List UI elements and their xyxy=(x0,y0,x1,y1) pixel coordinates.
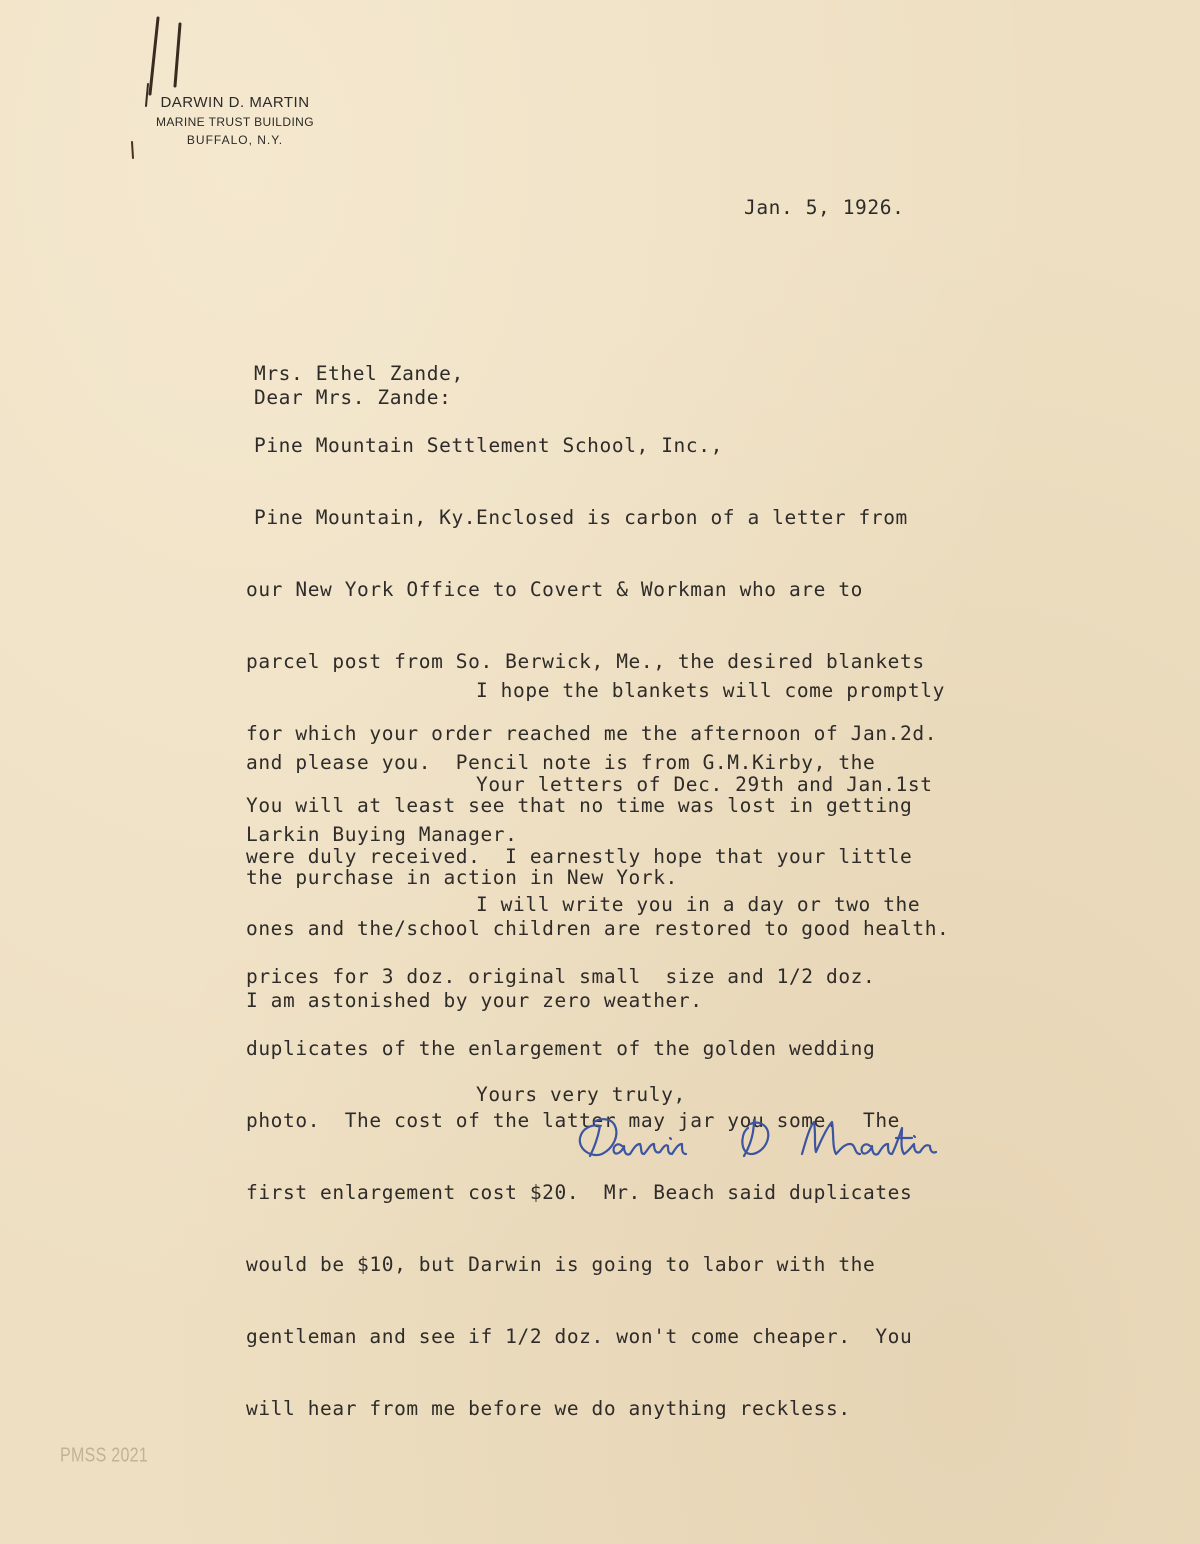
address-line: Mrs. Ethel Zande, xyxy=(254,362,464,385)
paragraph-line: Enclosed is carbon of a letter from xyxy=(476,506,908,529)
paragraph-line: our New York Office to Covert & Workman who are to xyxy=(246,578,863,601)
paragraph-line: Larkin Buying Manager. xyxy=(246,823,518,846)
paragraph-line: I hope the blankets will come promptly xyxy=(476,679,945,702)
paragraph-line: the purchase in action in New York. xyxy=(246,866,678,889)
paragraph-line: Your letters of Dec. 29th and Jan.1st xyxy=(476,773,933,796)
paragraph-line: and please you. Pencil note is from G.M.Kirby, the xyxy=(246,751,876,774)
address-line: Pine Mountain Settlement School, Inc., xyxy=(254,434,723,457)
letter-date: Jan. 5, 1926. xyxy=(744,196,905,219)
letterhead xyxy=(130,94,340,147)
paragraph-line: I am astonished by your zero weather. xyxy=(246,989,703,1012)
paragraph-line: will hear from me before we do anything reckless. xyxy=(246,1397,851,1420)
salutation: Dear Mrs. Zande: xyxy=(254,386,452,409)
archive-watermark: PMSS 2021 xyxy=(60,1445,149,1467)
paragraph-line: photo. The cost of the latter may jar you some. The xyxy=(246,1109,901,1132)
paragraph-line: gentleman and see if 1/2 doz. won't come cheaper. You xyxy=(246,1325,913,1348)
paragraph-line: duplicates of the enlargement of the golden wedding xyxy=(246,1037,876,1060)
letterhead-city: BUFFALO, N.Y. xyxy=(186,133,284,147)
letterhead-name: DARWIN D. MARTIN xyxy=(160,94,310,111)
letterhead-building: MARINE TRUST BUILDING xyxy=(156,115,314,129)
paragraph-line: parcel post from So. Berwick, Me., the desired blankets xyxy=(246,650,925,673)
paragraph-line: I will write you in a day or two the xyxy=(476,893,921,916)
handwritten-signature xyxy=(570,1098,1050,1178)
paragraph-line: You will at least see that no time was lost in getting xyxy=(246,794,913,817)
paragraph-line: first enlargement cost $20. Mr. Beach said duplicates xyxy=(246,1181,913,1204)
paragraph-line: ones and the/school children are restored to good health. xyxy=(246,917,950,940)
paragraph-line: for which your order reached me the afternoon of Jan.2d. xyxy=(246,722,938,745)
address-line: Pine Mountain, Ky. xyxy=(254,506,477,529)
paragraph-line: prices for 3 doz. original small size and 1/2 doz. xyxy=(246,965,876,988)
paragraph-line: would be $10, but Darwin is going to labor with the xyxy=(246,1253,876,1276)
closing: Yours very truly, xyxy=(476,1083,686,1106)
paragraph-line: were duly received. I earnestly hope that your little xyxy=(246,845,913,868)
